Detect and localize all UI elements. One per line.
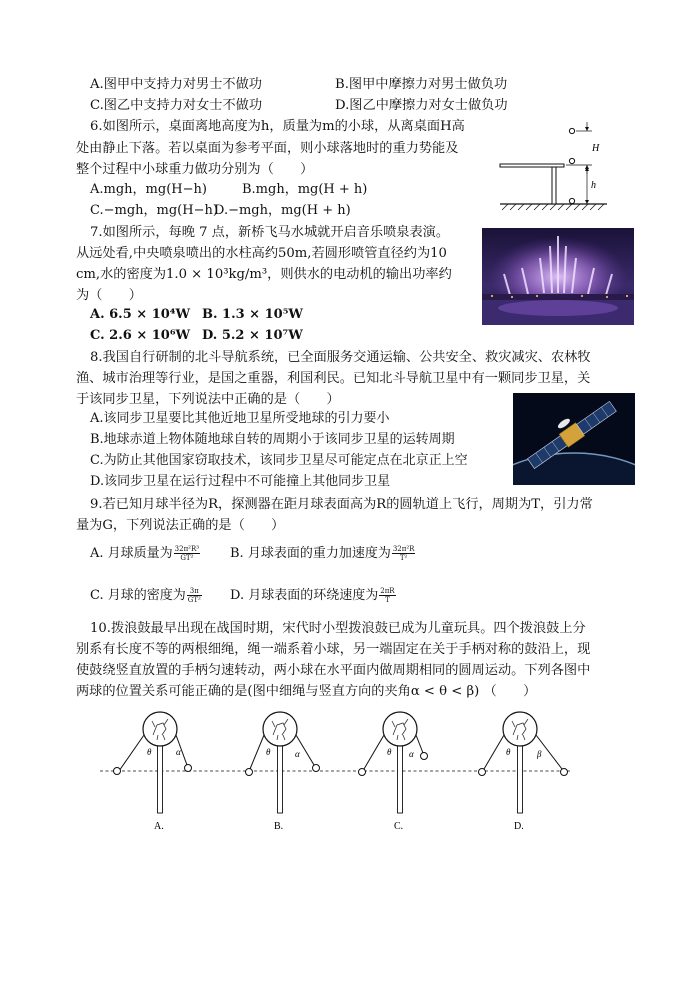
q6-option-c: C.−mgh，mg(H−h) — [90, 203, 218, 218]
drum-d-beta-label: β — [537, 749, 542, 759]
drum-c-theta-label: θ — [387, 747, 392, 757]
q8-option-d: D.该同步卫星在运行过程中不可能撞上其他同步卫星 — [90, 474, 391, 489]
q9-option-c-fraction — [187, 587, 202, 604]
q5-option-d: D.图乙中摩擦力对女士做负功 — [335, 98, 508, 113]
q9-option-a-numerator: 32π²R³ — [174, 545, 200, 553]
q9-stem-line1: 9.若已知月球半径为R，探测器在距月球表面高为R的圆轨道上飞行，周期为T，引力常 — [90, 497, 593, 512]
drum-c-label: C. — [394, 821, 404, 832]
drum-b-theta-label: θ — [266, 747, 271, 757]
q9-option-a — [90, 540, 201, 568]
drum-d — [479, 712, 568, 832]
q7-stem-line2: 从远处看,中央喷泉喷出的水柱高约50m,若圆形喷管直径约为10 — [76, 246, 447, 261]
drum-b-alpha-label: α — [295, 749, 300, 759]
q8-option-c: C.为防止其他国家窃取技术，该同步卫星尽可能定点在北京正上空 — [90, 453, 468, 468]
q10-stem-line1: 10.拨浪鼓最早出现在战国时期，宋代时小型拨浪鼓已成为儿童玩具。四个拨浪鼓上分 — [90, 621, 586, 636]
q5-option-c: C.图乙中支持力对女士不做功 — [90, 98, 263, 113]
drum-d-theta-label: θ — [506, 747, 511, 757]
q8-stem-line3: 于该同步卫星，下列说法中正确的是（ ） — [76, 392, 340, 407]
q6-table-figure — [492, 118, 612, 216]
q6-stem-line1: 6.如图所示，桌面离地高度为h，质量为m的小球，从离桌面H高 — [90, 119, 465, 134]
q9-option-a-text: A. 月球质量为 — [90, 546, 173, 561]
drum-c-alpha-label: α — [409, 749, 414, 759]
q9-stem-line2: 量为G，下列说法正确的是（ ） — [76, 518, 285, 533]
q10-stem-line4: 两球的位置关系可能正确的是(图中细绳与竖直方向的夹角α < θ < β) （ ） — [76, 684, 537, 699]
q9-option-d-denominator: T — [385, 596, 390, 604]
q7-option-c: C. 2.6 × 10⁶W — [90, 328, 191, 343]
drum-d-label: D. — [514, 821, 524, 832]
q8-option-a: A.该同步卫星要比其他近地卫星所受地球的引力要小 — [90, 411, 390, 426]
drum-b-label: B. — [274, 821, 284, 832]
q9-option-d-numerator: 2πR — [380, 587, 395, 595]
q10-stem-line3: 使鼓绕竖直放置的手柄匀速转动，两小球在水平面内做周期相同的圆周运动。下列各图中 — [76, 663, 591, 678]
q9-option-d-fraction — [379, 587, 395, 604]
q9-option-b-numerator: 32π²R — [392, 545, 415, 553]
q9-option-a-denominator: GT² — [180, 554, 194, 562]
q6-stem-line3: 整个过程中小球重力做功分别为（ ） — [76, 162, 314, 177]
drum-a-theta-label: θ — [147, 747, 152, 757]
q7-stem-line1: 7.如图所示，每晚 7 点，新桥飞马水城就开启音乐喷泉表演。 — [90, 225, 450, 240]
drum-a — [114, 712, 192, 832]
q5-option-a: A.图甲中支持力对男士不做功 — [90, 77, 262, 92]
q7-stem-line4: 为（ ） — [76, 288, 142, 303]
drum-a-alpha-label: α — [176, 747, 181, 757]
q7-stem-line3: cm,水的密度为1.0 × 10³kg/m³，则供水的电动机的输出功率约 — [76, 267, 452, 282]
q9-option-b-denominator: T² — [399, 554, 408, 562]
q8-stem-line1: 8.我国自行研制的北斗导航系统，已全面服务交通运输、公共安全、救灾减灾、农林牧 — [90, 350, 591, 365]
q8-stem-line2: 渔、城市治理等行业，是国之重器，利国利民。已知北斗导航卫星中有一颗同步卫星，关 — [76, 371, 591, 386]
q6-option-d: D.−mgh，mg(H + h) — [214, 203, 351, 218]
q9-option-d — [230, 582, 397, 610]
q8-satellite-photo — [513, 393, 635, 485]
drum-a-label: A. — [154, 821, 164, 832]
q10-stem-line2: 别系有长度不等的两根细绳，绳一端系着小球，另一端固定在关于手柄对称的鼓沿上，现 — [76, 642, 591, 657]
q6-figure-label-H: H — [592, 143, 600, 154]
q9-option-b-text: B. 月球表面的重力加速度为 — [230, 546, 391, 561]
q9-option-c-denominator: GT² — [187, 596, 201, 604]
q7-fountain-photo — [482, 228, 634, 325]
q9-option-b-fraction — [392, 545, 416, 562]
q9-option-c-numerator: 3π — [187, 587, 202, 596]
q6-stem-line2: 处由静止下落。若以桌面为参考平面，则小球落地时的重力势能及 — [76, 141, 459, 156]
q10-drums-figure — [100, 705, 570, 835]
q9-option-c-text: C. 月球的密度为 — [90, 588, 186, 603]
q9-option-c — [90, 582, 203, 610]
drum-b — [246, 712, 320, 832]
q9-option-a-fraction — [174, 545, 200, 562]
q6-option-b: B.mgh，mg(H + h) — [242, 182, 368, 197]
q8-option-b: B.地球赤道上物体随地球自转的周期小于该同步卫星的运转周期 — [90, 432, 455, 447]
q9-option-b — [230, 540, 416, 568]
q9-option-d-text: D. 月球表面的环绕速度为 — [230, 588, 379, 603]
q7-option-b: B. 1.3 × 10⁵W — [202, 307, 303, 322]
q6-option-a: A.mgh，mg(H−h) — [90, 182, 207, 197]
q7-option-a: A. 6.5 × 10⁴W — [90, 307, 191, 322]
q5-option-b: B.图甲中摩擦力对男士做负功 — [335, 77, 508, 92]
q7-option-d: D. 5.2 × 10⁷W — [202, 328, 303, 343]
q6-figure-label-h: h — [591, 180, 596, 191]
drum-c — [359, 712, 428, 832]
